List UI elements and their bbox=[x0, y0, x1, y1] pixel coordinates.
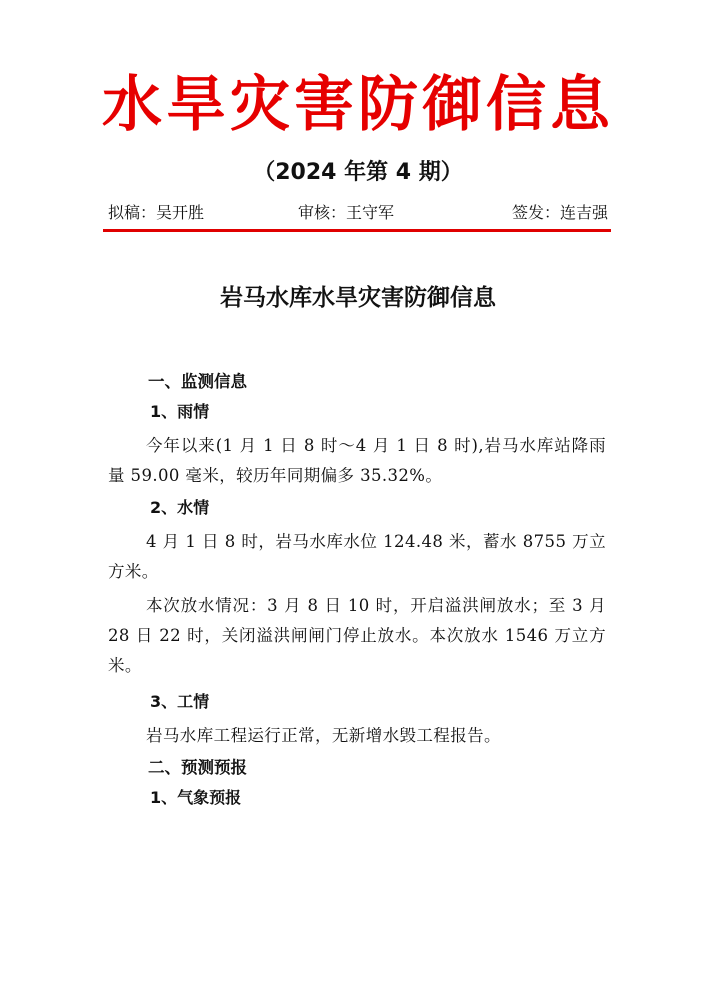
subsection-heading-works: 3、工情 bbox=[150, 692, 210, 711]
subsection-heading-weather: 1、气象预报 bbox=[150, 788, 242, 807]
works-paragraph: 岩马水库工程运行正常，无新增水毁工程报告。 bbox=[146, 726, 501, 745]
section-heading-forecast: 二、预测预报 bbox=[148, 758, 247, 777]
subsection-heading-rain: 1、雨情 bbox=[150, 402, 210, 421]
water-level-paragraph: 4 月 1 日 8 时，岩马水库水位 124.48 米，蓄水 8755 万立方米。 bbox=[108, 532, 606, 581]
signer-credit: 签发：连吉强 bbox=[511, 203, 608, 222]
section-heading-monitoring: 一、监测信息 bbox=[148, 372, 247, 391]
rain-paragraph: 今年以来(1 月 1 日 8 时～4 月 1 日 8 时),岩马水库站降雨量 59.00 毫米，较历年同期偏多 35.32%。 bbox=[108, 436, 606, 485]
issue-number: （2024 年第 4 期） bbox=[253, 160, 463, 185]
drafter-credit: 拟稿：吴开胜 bbox=[108, 203, 205, 222]
subsection-heading-water: 2、水情 bbox=[150, 498, 210, 517]
credits-line bbox=[108, 201, 608, 225]
masthead-title: 水旱灾害防御信息 bbox=[102, 70, 614, 140]
red-divider bbox=[103, 229, 611, 232]
water-release-paragraph: 本次放水情况：3 月 8 日 10 时，开启溢洪闸放水；至 3 月 28 日 22 时，关闭溢洪闸闸门停止放水。本次放水 1546 万立方米。 bbox=[108, 596, 606, 675]
document-title: 岩马水库水旱灾害防御信息 bbox=[220, 285, 496, 311]
document-body bbox=[108, 367, 606, 813]
reviewer-credit: 审核：王守军 bbox=[298, 203, 395, 222]
